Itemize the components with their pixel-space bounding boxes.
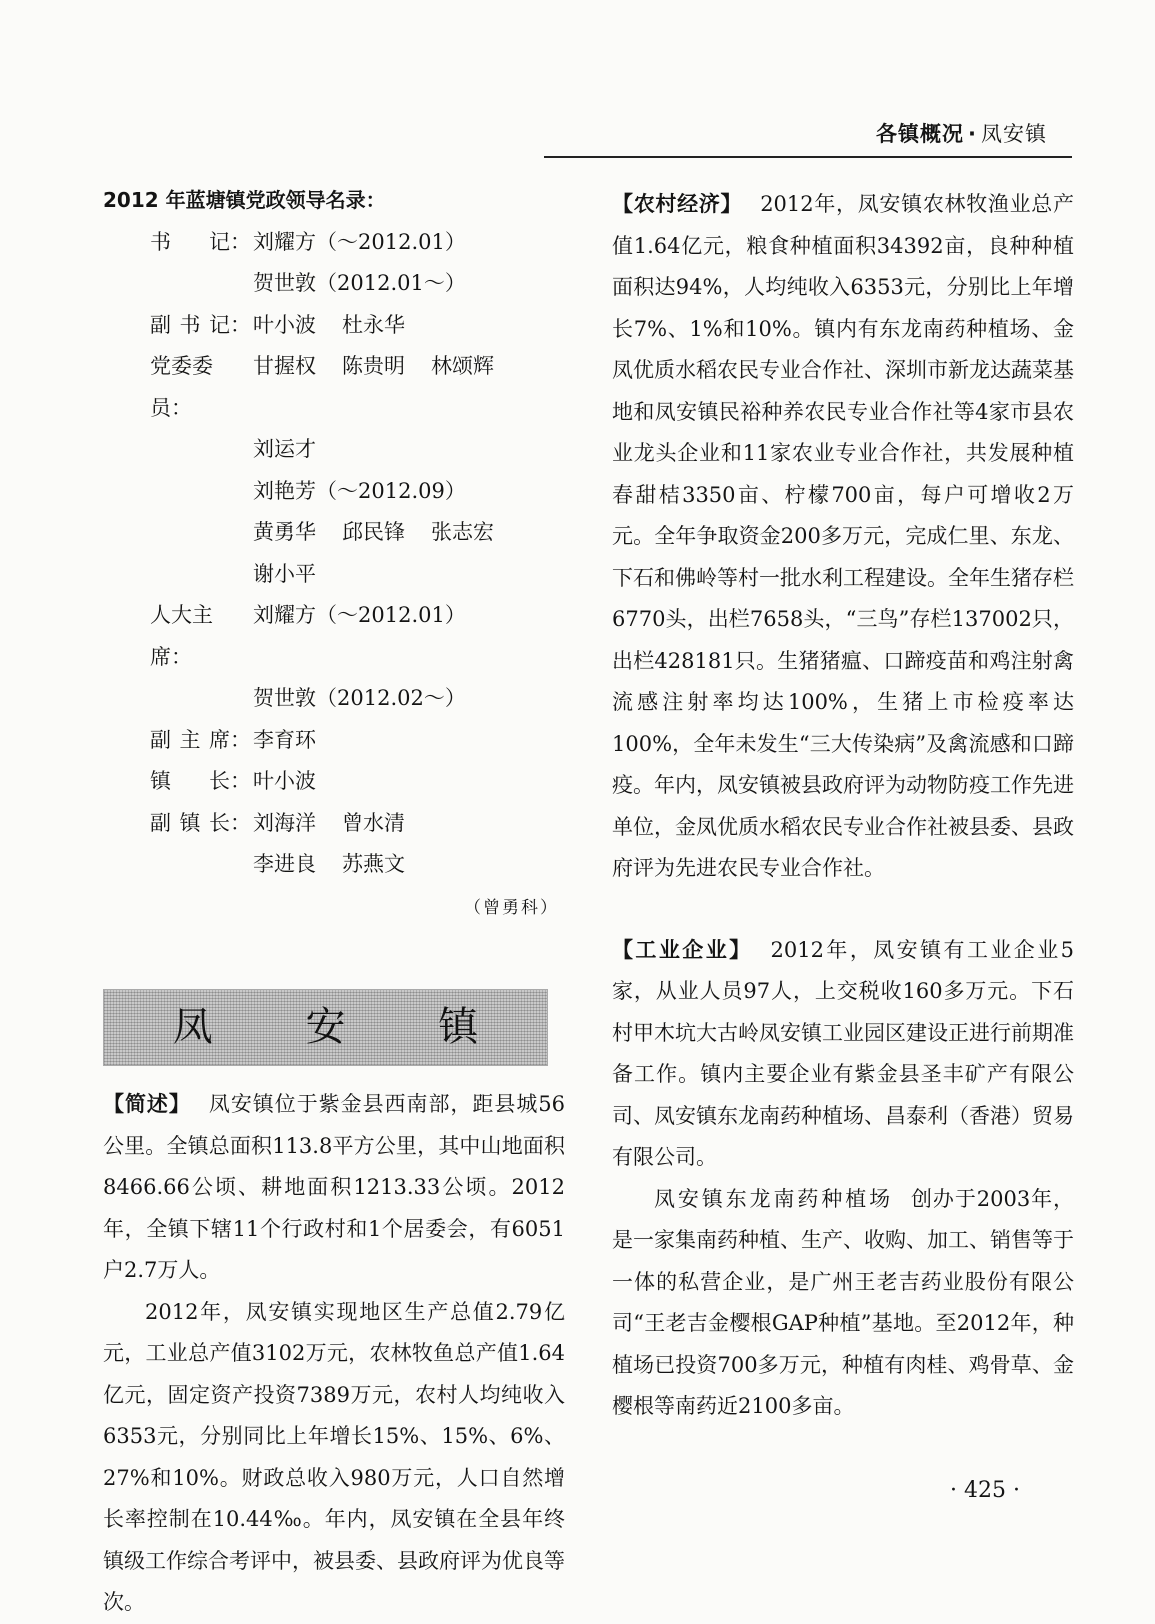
running-head — [876, 118, 1047, 148]
roster-names — [251, 803, 431, 845]
roster-name: 贺世敦（2012.01～） — [253, 271, 466, 295]
roster-name: 张志宏 — [431, 520, 494, 544]
running-head-section: 各镇概况 — [876, 122, 965, 146]
roster-name: 杜永华 — [342, 312, 405, 337]
roster-name: 李进良 — [253, 852, 316, 876]
roster-row — [103, 346, 565, 429]
roster-author: （曾勇科） — [464, 897, 559, 918]
roster-row — [103, 720, 565, 762]
roster-role — [103, 222, 251, 264]
roster-role-part: 人大主席： — [150, 603, 213, 669]
roster-role-part: 席： — [209, 727, 251, 752]
roster-row-continuation — [103, 263, 565, 305]
roster-row-continuation — [103, 678, 565, 720]
roster-role — [103, 803, 251, 845]
roster-name: 贺世敦（2012.02～） — [253, 686, 466, 710]
roster-name: 甘握权 — [253, 354, 316, 378]
roster-name: 李育环 — [253, 727, 316, 752]
roster-name: 刘耀方（～2012.01） — [253, 229, 466, 254]
roster-role-part: 记： — [209, 312, 251, 337]
roster-name: 陈贵明 — [342, 354, 405, 378]
roster-role — [103, 720, 251, 762]
roster-name: 刘海洋 — [253, 810, 316, 835]
roster-names — [251, 595, 492, 678]
running-head-separator: · — [968, 122, 977, 146]
roster-name: 林颂辉 — [431, 354, 494, 378]
roster-role-part: 镇 — [179, 810, 201, 835]
roster-row — [103, 305, 565, 347]
roster-role-part: 副 — [150, 810, 171, 835]
rural-text: 2012年，凤安镇农林牧渔业总产值1.64亿元，粮食种植面积34392亩，良种种植面积达94%，人均纯收入6353元，分别比上年增长7%、1%和10%。镇内有东龙南药种植场、金凤优质水稻农民专业合作社、深圳市新龙达蔬菜基地和凤安镇民裕种养农民专业合作社等4家市县农业龙头企业和11家农业专业合作社，共发展种植春甜桔3350亩、柠檬700亩，每户可增收2万元。全年争取资金200多万元，完成仁里、东龙、下石和佛岭等村一批水利工程建设。全年生猪存栏6770头，出栏7658头，“三鸟”存栏137002只，出栏428181只。生猪猪瘟、口蹄疫苗和鸡注射禽流感注射率均达100%，生猪上市检疫率达100%，全年未发生“三大传染病”及禽流感和口蹄疫。年内，凤安镇被县政府评为动物防疫工作先进单位，金凤优质水稻农民专业合作社被县委、县政府评为先进农民专业合作社。 — [612, 192, 1074, 880]
roster-row-continuation — [103, 554, 565, 596]
roster-name: 刘运才 — [253, 437, 316, 461]
intro-text-1: 凤安镇位于紫金县西南部，距县城56公里。全镇总面积113.8平方公里，其中山地面积8466.66公顷、耕地面积1213.33公顷。2012年，全镇下辖11个行政村和1个居委会，有6051户2.7万人。 — [103, 1092, 565, 1282]
roster-name: 叶小波 — [253, 769, 316, 793]
roster-name: 叶小波 — [253, 312, 316, 337]
roster-names — [251, 222, 492, 264]
roster-role-part: 记： — [209, 229, 251, 254]
roster-role-part: 副 — [150, 312, 171, 337]
right-column — [612, 184, 1074, 1428]
left-column — [103, 180, 565, 1624]
roster-role — [103, 346, 251, 429]
industry-sub-title: 凤安镇东龙南药种植场 — [654, 1186, 894, 1211]
roster-name: 刘艳芳（～2012.09） — [253, 478, 466, 503]
roster-names — [251, 761, 342, 803]
page-number: · 425 · — [950, 1478, 1020, 1503]
industry-text-1: 2012年，凤安镇有工业企业5家，从业人员97人，上交税收160多万元。下石村甲木坑大古岭凤安镇工业园区建设正进行前期准备工作。镇内主要企业有紫金县圣丰矿产有限公司、凤安镇东龙南药种植场、昌泰利（香港）贸易有限公司。 — [612, 937, 1075, 1169]
roster-title: 2012 年蓝塘镇党政领导名录： — [103, 188, 386, 212]
roster-role-part: 书 — [150, 229, 171, 254]
industry-paragraph-2 — [612, 1179, 1074, 1428]
roster-row — [103, 803, 565, 845]
intro-paragraph-2 — [103, 1292, 565, 1624]
roster-row-continuation — [103, 512, 565, 554]
industry-text-2: 创办于2003年，是一家集南药种植、生产、收购、加工、销售等于一体的私营企业，是广州王老吉药业股份有限公司“王老吉金樱根GAP种植”基地。至2012年，种植场已投资700多万元，种植有肉桂、鸡骨草、金樱根等南药近2100多亩。 — [612, 1186, 1074, 1418]
running-head-town: 凤安镇 — [981, 122, 1047, 146]
roster-names — [251, 346, 520, 429]
roster-names — [251, 720, 342, 762]
roster-name: 邱民锋 — [342, 520, 405, 544]
roster-name: 谢小平 — [253, 561, 316, 586]
intro-text-2: 2012年，凤安镇实现地区生产总值2.79亿元，工业总产值3102万元，农林牧鱼总产值1.64亿元，固定资产投资7389万元，农村人均纯收入6353元，分别同比上年增长15%、15%、6%、27%和10%。财政总收入980万元，人口自然增长率控制在10.44‰。年内，凤安镇在全县年终镇级工作综合考评中，被县委、县政府评为优良等次。 — [103, 1299, 565, 1614]
header-rule — [544, 156, 1072, 158]
rural-paragraph — [612, 184, 1074, 890]
roster-row-continuation — [103, 429, 565, 512]
roster-list — [103, 222, 565, 886]
roster-row — [103, 222, 565, 264]
roster-role-part: 长： — [209, 810, 251, 835]
roster-role — [103, 305, 251, 347]
roster-role-part: 党委委员： — [150, 354, 213, 420]
roster-role — [103, 595, 251, 678]
roster-name: 黄勇华 — [253, 520, 316, 544]
roster-name: 曾水清 — [342, 810, 405, 835]
roster-row — [103, 761, 565, 803]
roster-role — [103, 761, 251, 803]
roster-name: 刘耀方（～2012.01） — [253, 603, 466, 627]
roster-role-part: 长： — [209, 769, 251, 793]
section-banner-title: 凤 安 镇 — [172, 1003, 519, 1050]
roster-role-part: 书 — [179, 312, 201, 337]
roster-name: 苏燕文 — [342, 852, 405, 876]
roster-role-part: 镇 — [150, 769, 171, 793]
intro-paragraph-1 — [103, 1084, 565, 1292]
roster-row-continuation — [103, 844, 565, 886]
roster-role-part: 副 — [150, 727, 171, 752]
roster-names — [251, 305, 431, 347]
rural-tag: 【农村经济】 — [612, 192, 743, 216]
industry-paragraph-1 — [612, 930, 1074, 1179]
roster-role-part: 主 — [179, 727, 201, 752]
industry-tag: 【工业企业】 — [612, 937, 753, 962]
intro-tag: 【简述】 — [103, 1092, 191, 1116]
section-banner — [103, 989, 548, 1066]
roster-row — [103, 595, 565, 678]
